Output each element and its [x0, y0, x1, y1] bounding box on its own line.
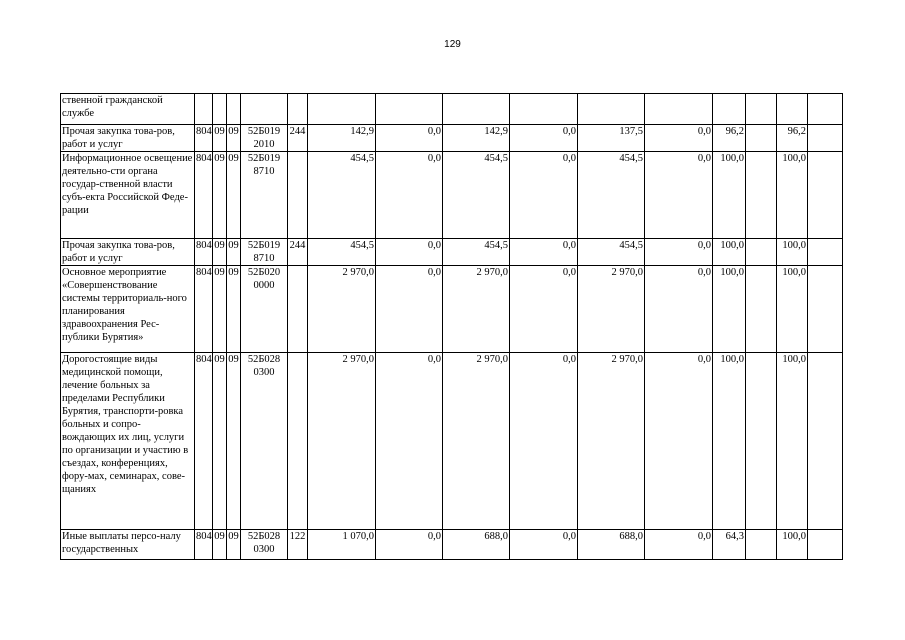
value-cell-2: 0,0 [376, 239, 443, 266]
value-cell-1: 454,5 [308, 152, 376, 239]
percent-cell-1 [713, 94, 746, 125]
percent-cell-1: 100,0 [713, 353, 746, 530]
target-article-cell: 52Б019 8710 [241, 152, 288, 239]
expense-type-cell [288, 152, 308, 239]
percent-cell-1: 100,0 [713, 239, 746, 266]
target-article-cell: 52Б019 2010 [241, 125, 288, 152]
target-article-cell [241, 94, 288, 125]
percent-cell-3 [777, 94, 808, 125]
ved-code-cell: 804 [195, 530, 213, 560]
percent-cell-2 [746, 152, 777, 239]
table-row [61, 152, 843, 239]
value-cell-2: 0,0 [376, 266, 443, 353]
value-cell-6: 0,0 [645, 353, 713, 530]
budget-table [60, 93, 843, 560]
row-name-cell: Прочая закупка това-ров, работ и услуг [61, 239, 195, 266]
row-name-cell: Дорогостоящие виды медицинской помощи, лечение больных за пределами Республики Бурятия, транспорти-ровка больных и сопро-вождающих их лиц, услуги по организации и участию в съездах, конференциях, фору-мах, семинарах, сове-щаниях [61, 353, 195, 530]
value-cell-3: 142,9 [443, 125, 510, 152]
value-cell-4: 0,0 [510, 266, 578, 353]
value-cell-5 [578, 94, 645, 125]
value-cell-2: 0,0 [376, 530, 443, 560]
percent-cell-3: 96,2 [777, 125, 808, 152]
section-code-cell: 09 [213, 530, 227, 560]
table-row [61, 94, 843, 125]
expense-type-cell: 244 [288, 125, 308, 152]
subsection-code-cell: 09 [227, 266, 241, 353]
subsection-code-cell: 09 [227, 152, 241, 239]
row-name-cell: Информационное освещение деятельно-сти органа государ-ственной власти субъ-екта Российской Феде-рации [61, 152, 195, 239]
table-row [61, 239, 843, 266]
percent-cell-3: 100,0 [777, 266, 808, 353]
percent-cell-2 [746, 266, 777, 353]
expense-type-cell: 244 [288, 239, 308, 266]
ved-code-cell: 804 [195, 266, 213, 353]
expense-type-cell [288, 266, 308, 353]
percent-cell-4 [808, 152, 843, 239]
percent-cell-2 [746, 239, 777, 266]
percent-cell-1: 100,0 [713, 152, 746, 239]
value-cell-2: 0,0 [376, 125, 443, 152]
target-article-cell: 52Б028 0300 [241, 530, 288, 560]
value-cell-5: 454,5 [578, 239, 645, 266]
value-cell-2: 0,0 [376, 353, 443, 530]
table-row [61, 125, 843, 152]
value-cell-6: 0,0 [645, 266, 713, 353]
section-code-cell: 09 [213, 239, 227, 266]
percent-cell-1: 100,0 [713, 266, 746, 353]
table-row [61, 266, 843, 353]
percent-cell-3: 100,0 [777, 152, 808, 239]
value-cell-3: 2 970,0 [443, 353, 510, 530]
value-cell-6 [645, 94, 713, 125]
value-cell-3: 688,0 [443, 530, 510, 560]
ved-code-cell: 804 [195, 353, 213, 530]
value-cell-5: 454,5 [578, 152, 645, 239]
value-cell-2 [376, 94, 443, 125]
percent-cell-4 [808, 266, 843, 353]
ved-code-cell: 804 [195, 125, 213, 152]
percent-cell-2 [746, 125, 777, 152]
page-number: 129 [444, 39, 461, 50]
value-cell-1: 142,9 [308, 125, 376, 152]
value-cell-1 [308, 94, 376, 125]
value-cell-4: 0,0 [510, 125, 578, 152]
expense-type-cell: 122 [288, 530, 308, 560]
value-cell-2: 0,0 [376, 152, 443, 239]
ved-code-cell: 804 [195, 239, 213, 266]
target-article-cell: 52Б019 8710 [241, 239, 288, 266]
percent-cell-4 [808, 353, 843, 530]
subsection-code-cell [227, 94, 241, 125]
expense-type-cell [288, 94, 308, 125]
value-cell-6: 0,0 [645, 530, 713, 560]
section-code-cell: 09 [213, 125, 227, 152]
percent-cell-3: 100,0 [777, 239, 808, 266]
value-cell-6: 0,0 [645, 152, 713, 239]
section-code-cell [213, 94, 227, 125]
percent-cell-1: 96,2 [713, 125, 746, 152]
section-code-cell: 09 [213, 152, 227, 239]
value-cell-6: 0,0 [645, 239, 713, 266]
value-cell-5: 688,0 [578, 530, 645, 560]
percent-cell-3: 100,0 [777, 530, 808, 560]
value-cell-6: 0,0 [645, 125, 713, 152]
percent-cell-4 [808, 239, 843, 266]
percent-cell-1: 64,3 [713, 530, 746, 560]
value-cell-3: 454,5 [443, 152, 510, 239]
percent-cell-2 [746, 530, 777, 560]
value-cell-5: 2 970,0 [578, 353, 645, 530]
row-name-cell: Прочая закупка това-ров, работ и услуг [61, 125, 195, 152]
row-name-cell: Иные выплаты персо-налу государственных [61, 530, 195, 560]
value-cell-4: 0,0 [510, 353, 578, 530]
subsection-code-cell: 09 [227, 353, 241, 530]
row-name-cell: ственной гражданской службе [61, 94, 195, 125]
value-cell-5: 2 970,0 [578, 266, 645, 353]
table-row [61, 530, 843, 560]
target-article-cell: 52Б028 0300 [241, 353, 288, 530]
section-code-cell: 09 [213, 266, 227, 353]
value-cell-1: 1 070,0 [308, 530, 376, 560]
value-cell-4 [510, 94, 578, 125]
subsection-code-cell: 09 [227, 530, 241, 560]
value-cell-3: 454,5 [443, 239, 510, 266]
ved-code-cell: 804 [195, 152, 213, 239]
percent-cell-2 [746, 94, 777, 125]
percent-cell-4 [808, 125, 843, 152]
percent-cell-4 [808, 94, 843, 125]
expense-type-cell [288, 353, 308, 530]
percent-cell-4 [808, 530, 843, 560]
row-name-cell: Основное мероприятие «Совершенствование системы территориаль-ного планирования здравоохранения Рес-публики Бурятия» [61, 266, 195, 353]
ved-code-cell [195, 94, 213, 125]
percent-cell-3: 100,0 [777, 353, 808, 530]
value-cell-1: 2 970,0 [308, 266, 376, 353]
value-cell-1: 454,5 [308, 239, 376, 266]
value-cell-5: 137,5 [578, 125, 645, 152]
table-row [61, 353, 843, 530]
value-cell-4: 0,0 [510, 152, 578, 239]
subsection-code-cell: 09 [227, 239, 241, 266]
section-code-cell: 09 [213, 353, 227, 530]
value-cell-1: 2 970,0 [308, 353, 376, 530]
value-cell-3 [443, 94, 510, 125]
subsection-code-cell: 09 [227, 125, 241, 152]
percent-cell-2 [746, 353, 777, 530]
value-cell-4: 0,0 [510, 239, 578, 266]
value-cell-3: 2 970,0 [443, 266, 510, 353]
value-cell-4: 0,0 [510, 530, 578, 560]
target-article-cell: 52Б020 0000 [241, 266, 288, 353]
